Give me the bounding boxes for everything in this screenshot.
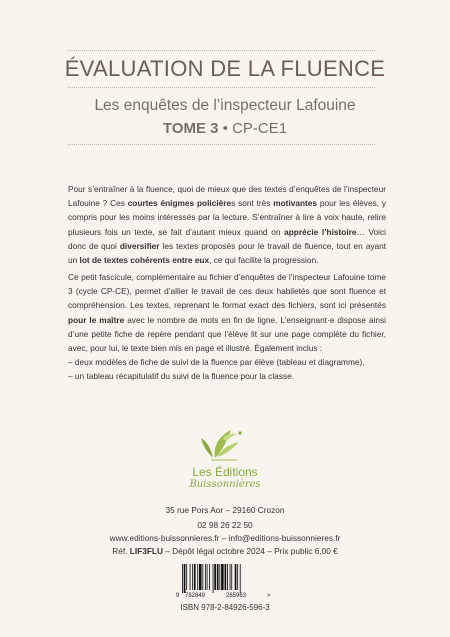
publisher-web-email: www.editions-buissonnieres.fr – info@editions-buissonnieres.fr (109, 533, 341, 543)
text-run: , ce qui facilite la progression. (209, 255, 319, 266)
publisher-name-script: Buissonnières (189, 479, 261, 490)
bold-run: pour le maître (68, 314, 125, 325)
barcode-bar (237, 564, 238, 590)
ref-prefix: Réf. (112, 546, 130, 556)
top-dotted-rule (68, 50, 375, 51)
barcode-bar (184, 564, 186, 593)
barcode-group-2: 265963 (226, 593, 247, 598)
intro-paragraph (68, 182, 386, 267)
barcode-bars (182, 564, 241, 593)
barcode-group-1: 782849 (185, 593, 206, 598)
title-dotted-rule (68, 87, 375, 88)
text-run: … Voici donc de quoi (68, 226, 386, 251)
text-run: avec le nombre de mots en fin de ligne. L’enseignant·e dispose ainsi d’une petite fiche de repère pendant que l’élève lit sur une page complète du fichier, avec, pour lui, le texte bien mis en page et illustré. Également inclus : (68, 314, 386, 354)
reference-line (0, 546, 450, 556)
barcode-bar (194, 564, 196, 590)
isbn-text: ISBN 978-2-84926-596-3 (180, 603, 270, 612)
tome-separator: • (218, 120, 233, 137)
barcode-bar (213, 564, 214, 593)
tome-line (0, 120, 450, 137)
text-run: les textes proposés pour le travail de fluence, tout en ayant un (68, 240, 386, 266)
barcode-bar (217, 564, 219, 590)
barcode-bar (186, 564, 187, 590)
barcode (176, 564, 273, 598)
bold-run: lot de textes cohérents entre eux (79, 255, 210, 266)
barcode-bar (199, 564, 202, 590)
barcode-digit-first: 9 (176, 593, 180, 598)
barcode-bar (209, 564, 210, 590)
barcode-bar (182, 564, 183, 593)
barcode-bar (235, 564, 237, 590)
subtitle-dotted-rule (68, 144, 375, 145)
barcode-bar (219, 564, 220, 590)
ref-code: LIF3FLU (129, 546, 163, 556)
barcode-bar (221, 564, 224, 590)
barcode-bar (225, 564, 227, 590)
barcode-bar (227, 564, 228, 590)
barcode-bar (205, 564, 206, 590)
barcode-bar (231, 564, 232, 590)
series-subtitle: Les enquêtes de l’inspecteur Lafouine (94, 97, 356, 114)
list-item: – deux modèles de fiche de suivi de la fluence par élève (tableau et diagramme), (68, 357, 365, 368)
barcode-bar (197, 564, 198, 590)
bold-run: motivantes (273, 198, 318, 209)
publisher-address: 35 rue Pors Aor – 29160 Crozon (165, 505, 285, 515)
description-paragraph (68, 270, 386, 384)
barcode-bar (214, 564, 216, 590)
barcode-bar (202, 564, 203, 590)
publisher-phone: 02 98 26 22 50 (197, 520, 253, 530)
page-title: ÉVALUATION DE LA FLUENCE (64, 56, 386, 81)
ref-legal: – Dépôt légal octobre 2024 – Prix public 6,00 € (162, 546, 338, 556)
text-run: s sont très (231, 198, 274, 209)
text-run: pour les élèves, y compris pour les moins intéressés par la lecture. S’entraîner à lire à voix haute, relire plusieurs fois un texte, se fait d’autant mieux quand on (68, 198, 386, 237)
barcode-bar (207, 564, 208, 590)
barcode-end-mark: > (267, 593, 271, 598)
text-run: Ce petit fascicule, complémentaire au fichier d’enquêtes de l’inspecteur Lafouine tome 3 (cycle CP-CE), permet d’allier le travail de ces deux habiletés que sont fluence et compréhension. Les textes, reprenant le format exact des fichiers, sont ici présentés (68, 272, 386, 311)
text-run: Pour s’entraîner à la fluence, quoi de mieux que des textes d’enquêtes de l’inspecteur Lafouine ? Ces (68, 184, 386, 209)
barcode-bar (240, 564, 241, 593)
bold-run: courtes énigmes policière (127, 198, 232, 209)
bold-run: diversifier (119, 240, 160, 251)
level-label: CP-CE1 (232, 120, 288, 137)
tome-label: TOME 3 (162, 120, 219, 137)
barcode-bar (230, 564, 231, 590)
barcode-bar (192, 564, 193, 590)
bold-run: apprécie l’histoire (284, 226, 357, 237)
publisher-name: Les Éditions (192, 465, 258, 479)
list-item: – un tableau récapitulatif du suivi de la fluence pour la classe. (68, 371, 295, 382)
barcode-bar (190, 564, 191, 590)
bird-leaf-icon (193, 424, 257, 464)
